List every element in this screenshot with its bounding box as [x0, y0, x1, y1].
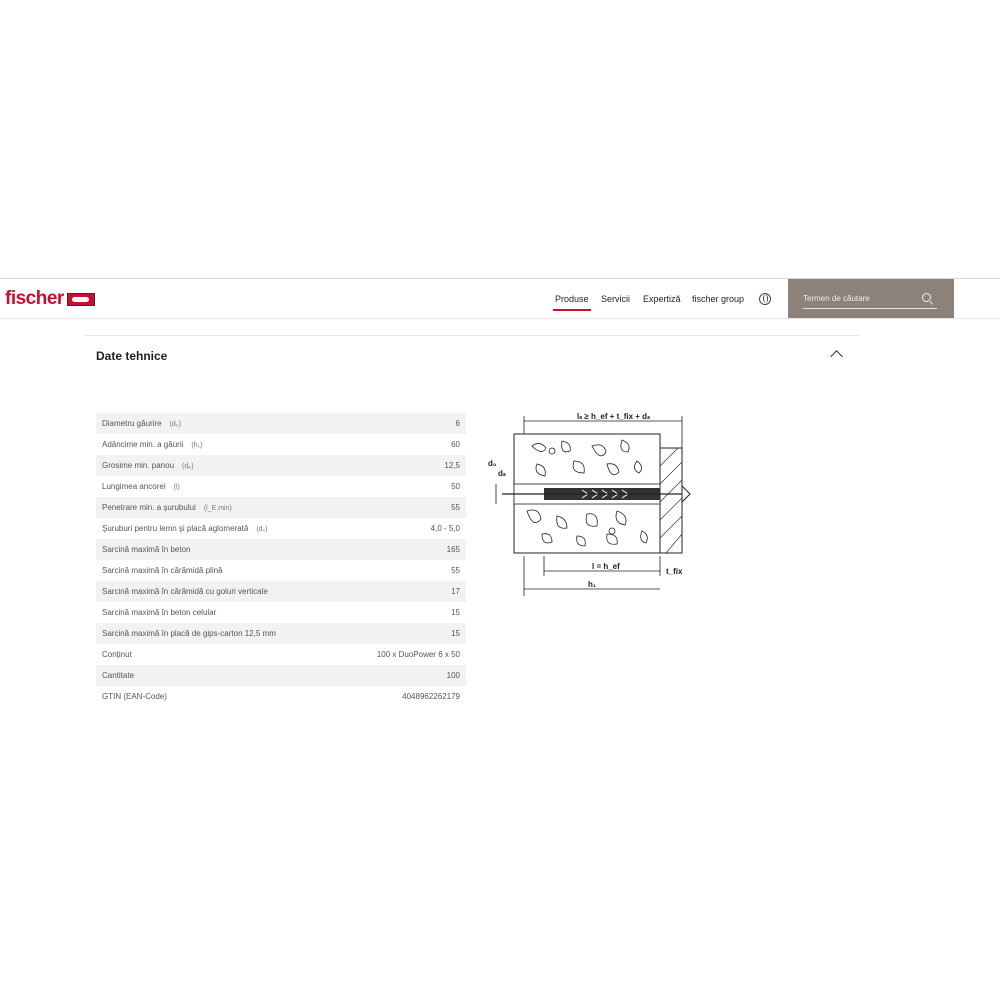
formula-label: lₛ ≥ h_ef + t_fix + dₛ	[577, 412, 651, 421]
logo-text: fischer	[5, 288, 64, 309]
search-input[interactable]	[803, 289, 937, 309]
tfix-label: t_fix	[666, 567, 683, 576]
row-value: 17	[451, 587, 460, 596]
row-value: 6	[455, 419, 460, 428]
installation-diagram	[482, 406, 702, 606]
table-row	[96, 623, 466, 644]
row-label: Lungimea ancorei	[102, 482, 166, 491]
row-symbol: (l_E,min)	[203, 505, 232, 512]
table-row	[96, 665, 466, 686]
l-label: l = h_ef	[592, 562, 620, 571]
row-value: 100 x DuoPower 6 x 50	[376, 650, 460, 659]
nav-expertiza[interactable]: Expertiză	[643, 294, 681, 304]
row-label: Grosime min. panou	[102, 461, 175, 470]
row-value: 4,0 - 5,0	[430, 524, 460, 533]
globe-icon[interactable]	[759, 293, 771, 305]
table-row	[96, 686, 466, 707]
screw-head-icon	[682, 486, 690, 502]
row-value: 15	[451, 608, 460, 617]
table-row	[96, 476, 466, 497]
row-label: Adâncime min. a găurii	[102, 440, 184, 449]
row-label: Sarcină maximă în placă de gips-carton 12,5 mm	[102, 629, 276, 638]
row-label: Conținut	[102, 650, 132, 659]
header-divider	[0, 318, 1000, 319]
row-symbol: (h₁)	[191, 442, 203, 449]
table-row	[96, 560, 466, 581]
chevron-up-icon[interactable]	[830, 350, 843, 363]
row-label: Sarcină maximă în beton	[102, 545, 191, 554]
logo-badge-icon	[67, 293, 95, 306]
search-icon[interactable]	[922, 293, 931, 302]
table-row	[96, 497, 466, 518]
fixture-part	[660, 448, 682, 553]
d0-label: d₀	[488, 459, 497, 468]
h1-label: h₁	[588, 580, 597, 589]
row-value: 12,5	[444, 461, 460, 470]
row-label: GTIN (EAN-Code)	[102, 692, 167, 701]
row-label: Penetrare min. a șurubului	[102, 503, 196, 512]
row-label: Şuruburi pentru lemn şi placă aglomerată	[102, 524, 249, 533]
table-row	[96, 434, 466, 455]
table-row	[96, 413, 466, 434]
row-value: 50	[451, 482, 460, 491]
row-label: Sarcină maximă în beton celular	[102, 608, 217, 617]
nav-servicii[interactable]: Servicii	[601, 294, 631, 304]
table-row	[96, 581, 466, 602]
table-row	[96, 455, 466, 476]
row-label: Sarcină maximă în cărămidă cu goluri verticale	[102, 587, 268, 596]
table-row	[96, 644, 466, 665]
row-value: 55	[451, 566, 460, 575]
row-symbol: (d₀)	[169, 421, 182, 428]
row-value: 15	[451, 629, 460, 638]
fischer-logo[interactable]	[5, 288, 95, 310]
nav-fischer-group[interactable]: fischer group	[692, 294, 745, 304]
section-divider	[84, 335, 860, 336]
nav-produse[interactable]: Produse	[555, 294, 589, 304]
row-label: Diametru găurire	[102, 419, 162, 428]
row-symbol: (dₚ)	[182, 463, 194, 470]
row-symbol: (dₛ)	[256, 526, 268, 533]
row-symbol: (l)	[173, 484, 180, 491]
section-title: Date tehnice	[96, 349, 168, 363]
row-label: Sarcină maximă în cărămidă plină	[102, 566, 223, 575]
table-row	[96, 539, 466, 560]
row-value: 100	[446, 671, 460, 680]
row-value: 165	[446, 545, 460, 554]
table-row	[96, 602, 466, 623]
row-value: 60	[451, 440, 460, 449]
row-value: 55	[451, 503, 460, 512]
technical-data-table	[96, 413, 466, 707]
row-value: 4048962262179	[402, 692, 460, 701]
table-row	[96, 518, 466, 539]
row-label: Cantitate	[102, 671, 135, 680]
search-box	[788, 279, 954, 319]
ds-label: dₛ	[498, 469, 506, 478]
